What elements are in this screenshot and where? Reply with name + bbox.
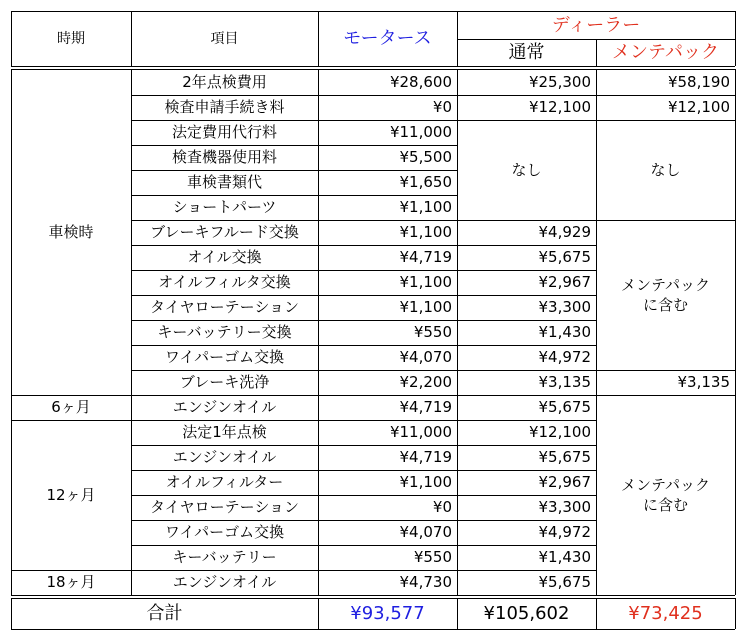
cell-dealer: ¥3,300 [538, 498, 591, 516]
grid-line [11, 11, 735, 12]
cell-motors: ¥1,100 [399, 223, 452, 241]
grid-line [318, 11, 319, 66]
cell-motors: ¥4,719 [399, 448, 452, 466]
header-dealer-normal: 通常 [508, 41, 545, 63]
grid-line [131, 11, 132, 66]
grid-line [11, 598, 735, 599]
grid-line [11, 629, 735, 630]
cell-motors: ¥4,719 [399, 398, 452, 416]
header-period: 時期 [57, 31, 85, 47]
grid-line [457, 395, 596, 396]
grid-line [11, 69, 12, 595]
cell-item: キーバッテリー交換 [157, 323, 292, 341]
grid-line [457, 520, 596, 521]
grid-line [457, 445, 596, 446]
grid-line [596, 69, 597, 595]
cell-dealer: ¥5,675 [538, 448, 591, 466]
cell-dealer: ¥5,675 [538, 573, 591, 591]
cell-motors: ¥4,719 [399, 248, 452, 266]
cell-motors: ¥2,200 [399, 373, 452, 391]
cell-item: キーバッテリー [172, 548, 277, 566]
grid-line [596, 598, 597, 629]
pack-none-cell: なし [650, 160, 681, 179]
cell-dealer: ¥12,100 [528, 98, 591, 116]
cell-motors: ¥1,100 [399, 273, 452, 291]
grid-line [131, 520, 457, 521]
cell-dealer: ¥2,967 [538, 473, 591, 491]
cell-item: 2年点検費用 [182, 73, 267, 91]
cell-motors: ¥0 [432, 498, 452, 516]
grid-line [596, 370, 735, 371]
pack-included-cell-2: メンテパック に含む [620, 475, 711, 514]
grid-line [131, 370, 457, 371]
header-dealer: ディーラー [551, 14, 641, 36]
cell-item: 車検書類代 [186, 173, 262, 191]
cell-item: オイル交換 [187, 248, 262, 266]
cell-pack: ¥12,100 [667, 98, 730, 116]
grid-line [131, 120, 457, 121]
cell-motors: ¥0 [432, 98, 452, 116]
grid-line [131, 270, 457, 271]
grid-line [131, 470, 457, 471]
cell-motors: ¥11,000 [389, 123, 452, 141]
cell-item: エンジンオイル [172, 448, 277, 466]
grid-line [131, 145, 457, 146]
cell-pack: ¥58,190 [667, 73, 730, 91]
grid-line [131, 170, 457, 171]
cell-dealer: ¥3,300 [538, 298, 591, 316]
cell-dealer: ¥4,972 [538, 348, 591, 366]
grid-line [131, 420, 457, 421]
cell-dealer: ¥1,430 [538, 548, 591, 566]
cell-motors: ¥1,100 [399, 298, 452, 316]
cell-dealer: ¥2,967 [538, 273, 591, 291]
grid-line [457, 320, 596, 321]
grid-line [318, 69, 319, 595]
grid-line [131, 69, 132, 595]
group-12-months: 12ヶ月 [46, 485, 96, 504]
cell-item: 検査機器使用料 [171, 148, 277, 166]
cell-item: エンジンオイル [172, 398, 277, 416]
group-shaken: 車検時 [48, 223, 94, 241]
header-item: 項目 [210, 31, 239, 47]
grid-line [11, 595, 735, 596]
grid-line [457, 245, 596, 246]
grid-line [11, 11, 12, 66]
grid-line [131, 95, 457, 96]
grid-line [596, 39, 597, 66]
cell-item: ブレーキ洗浄 [179, 373, 270, 391]
cell-motors: ¥1,100 [399, 473, 452, 491]
cell-motors: ¥4,070 [399, 523, 452, 541]
grid-line [457, 95, 596, 96]
cell-motors: ¥550 [413, 548, 452, 566]
group-18-months: 18ヶ月 [46, 573, 96, 591]
header-dealer-maint-pack: メンテパック [612, 41, 719, 63]
grid-line [457, 545, 596, 546]
grid-line [457, 220, 596, 221]
cell-motors: ¥550 [413, 323, 452, 341]
cell-motors: ¥4,070 [399, 348, 452, 366]
group-6-months: 6ヶ月 [51, 398, 91, 416]
total-dealer: ¥105,602 [483, 603, 570, 624]
grid-line [131, 320, 457, 321]
cell-item: ワイパーゴム交換 [164, 348, 285, 366]
cell-dealer: ¥4,972 [538, 523, 591, 541]
grid-line [457, 598, 458, 629]
grid-line [457, 495, 596, 496]
grid-line [457, 420, 596, 421]
grid-line [11, 420, 131, 421]
cell-dealer: ¥5,675 [538, 398, 591, 416]
pack-included-cell-1: メンテパック に含む [620, 275, 711, 314]
dealer-none-cell: なし [511, 160, 542, 179]
grid-line [457, 470, 596, 471]
cell-item: ワイパーゴム交換 [164, 523, 285, 541]
cell-item: タイヤローテーション [149, 498, 300, 516]
cell-motors: ¥1,100 [399, 198, 452, 216]
cell-motors: ¥4,730 [399, 573, 452, 591]
cell-item: ブレーキフルード交換 [150, 223, 299, 241]
grid-line [735, 69, 736, 595]
cell-motors: ¥28,600 [389, 73, 452, 91]
cell-dealer: ¥5,675 [538, 248, 591, 266]
grid-line [457, 270, 596, 271]
cell-dealer: ¥12,100 [528, 423, 591, 441]
grid-line [596, 220, 735, 221]
grid-line [735, 11, 736, 66]
cell-item: 法定1年点検 [182, 423, 267, 441]
cell-motors: ¥11,000 [389, 423, 452, 441]
grid-line [596, 95, 735, 96]
grid-line [735, 598, 736, 629]
cell-pack: ¥3,135 [677, 373, 730, 391]
grid-line [131, 570, 457, 571]
cell-motors: ¥5,500 [399, 148, 452, 166]
total-pack: ¥73,425 [628, 603, 703, 624]
cell-dealer: ¥4,929 [538, 223, 591, 241]
grid-line [131, 445, 457, 446]
grid-line [596, 120, 735, 121]
cell-dealer: ¥1,430 [538, 323, 591, 341]
grid-line [131, 395, 457, 396]
grid-line [11, 395, 131, 396]
grid-line [457, 295, 596, 296]
grid-line [131, 545, 457, 546]
cell-item: ショートパーツ [172, 198, 277, 216]
grid-line [457, 69, 458, 595]
grid-line [11, 66, 735, 67]
grid-line [11, 598, 12, 629]
header-motors: モータース [343, 28, 432, 49]
cell-item: オイルフィルタ交換 [158, 273, 291, 291]
cell-motors: ¥1,650 [399, 173, 452, 191]
grid-line [131, 245, 457, 246]
cell-dealer: ¥25,300 [528, 73, 591, 91]
total-motors: ¥93,577 [350, 603, 425, 624]
cell-item: エンジンオイル [172, 573, 277, 591]
grid-line [457, 11, 458, 66]
cell-item: 検査申請手続き料 [164, 98, 285, 116]
cell-dealer: ¥3,135 [538, 373, 591, 391]
grid-line [131, 495, 457, 496]
grid-line [596, 395, 735, 396]
grid-line [131, 295, 457, 296]
cell-item: タイヤローテーション [149, 298, 300, 316]
cell-item: 法定費用代行料 [171, 123, 277, 141]
grid-line [457, 370, 596, 371]
grid-line [11, 69, 735, 70]
grid-line [318, 598, 319, 629]
total-label: 合計 [146, 603, 183, 624]
grid-line [131, 195, 457, 196]
cell-item: オイルフィルター [165, 473, 284, 491]
grid-line [131, 220, 457, 221]
grid-line [457, 570, 596, 571]
grid-line [131, 345, 457, 346]
grid-line [457, 120, 596, 121]
grid-line [11, 570, 131, 571]
grid-line [457, 345, 596, 346]
